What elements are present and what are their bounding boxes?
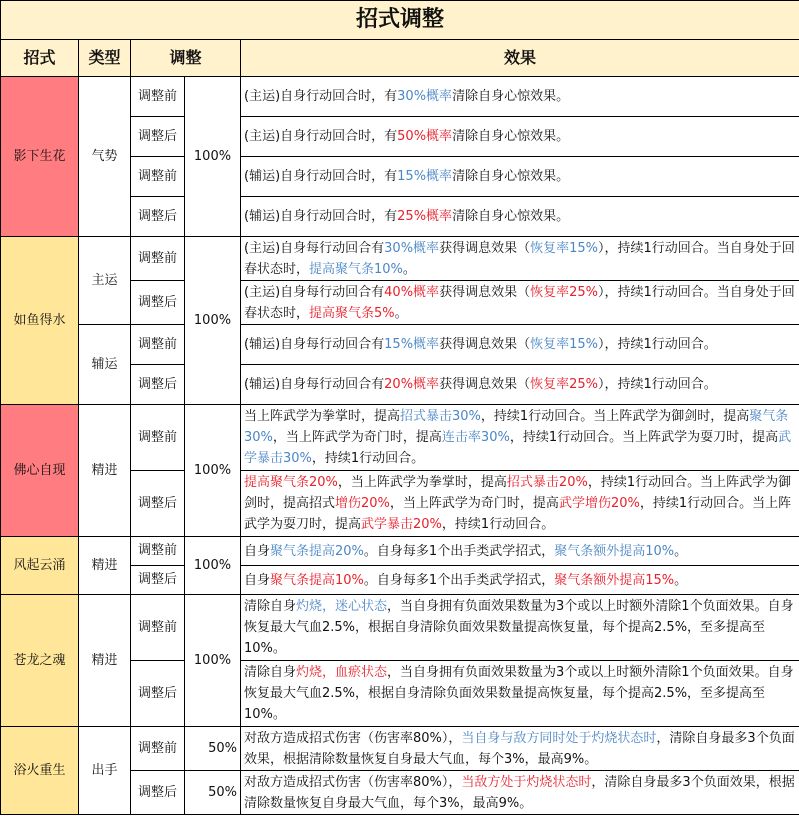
- header-adjust: 调整: [131, 40, 241, 77]
- percent: 100%: [185, 595, 241, 727]
- move-name: 如鱼得水: [1, 237, 79, 405]
- move-name: 苍龙之魂: [1, 595, 79, 727]
- effect-text: (主运)自身行动回合时，有30%概率清除自身心惊效果。: [241, 77, 799, 117]
- move-name: 影下生花: [1, 77, 79, 237]
- percent: 100%: [185, 237, 241, 405]
- label-before: 调整前: [131, 405, 185, 471]
- label-before: 调整前: [131, 595, 185, 661]
- move-type: 气势: [79, 77, 131, 237]
- effect-text: 自身聚气条提高10%。自身每多1个出手类武学招式，聚气条额外提高15%。: [241, 566, 799, 595]
- effect-text: (辅运)自身行动回合时，有15%概率清除自身心惊效果。: [241, 157, 799, 197]
- label-after: 调整后: [131, 771, 185, 815]
- table-row: [1, 595, 799, 661]
- move-type: 出手: [79, 727, 131, 815]
- label-before: 调整前: [131, 325, 185, 365]
- effect-text: (辅运)自身每行动回合有15%概率获得调息效果（恢复率15%），持续1行动回合。: [241, 325, 799, 365]
- move-name: 佛心自现: [1, 405, 79, 537]
- move-name: 浴火重生: [1, 727, 79, 815]
- header-effect: 效果: [241, 40, 799, 77]
- label-after: 调整后: [131, 661, 185, 727]
- move-type: 主运: [79, 237, 131, 325]
- effect-text: (辅运)自身每行动回合有20%概率获得调息效果（恢复率25%），持续1行动回合。: [241, 365, 799, 405]
- label-before: 调整前: [131, 537, 185, 566]
- effect-text: 清除自身灼烧，血瘀状态，当自身拥有负面效果数量为3个或以上时额外清除1个负面效果。自身恢复最大气血2.5%，根据自身清除负面效果数量提高恢复量，每个提高2.5%，至多提高至10%。: [241, 661, 799, 727]
- move-type: 精进: [79, 405, 131, 537]
- label-after: 调整后: [131, 365, 185, 405]
- effect-text: 当上阵武学为拳掌时，提高招式暴击30%，持续1行动回合。当上阵武学为御剑时，提高聚气条30%，当上阵武学为奇门时，提高连击率30%，持续1行动回合。当上阵武学为耍刀时，提高武学暴击30%，持续1行动回合。: [241, 405, 799, 471]
- label-after: 调整后: [131, 281, 185, 325]
- label-after: 调整后: [131, 197, 185, 237]
- effect-text: 提高聚气条20%，当上阵武学为拳掌时，提高招式暴击20%，持续1行动回合。当上阵武学为御剑时，提高招式增伤20%，当上阵武学为奇门时，提高武学增伤20%，持续1行动回合。当上阵武学为耍刀时，提高武学暴击20%，持续1行动回合。: [241, 471, 799, 537]
- percent: 50%: [185, 771, 241, 815]
- table-row: [1, 77, 799, 117]
- move-type: 精进: [79, 595, 131, 727]
- effect-text: (主运)自身每行动回合有40%概率获得调息效果（恢复率25%），持续1行动回合。当自身处于回春状态时，提高聚气条5%。: [241, 281, 799, 325]
- move-name: 风起云涌: [1, 537, 79, 595]
- table-row: [1, 537, 799, 566]
- effect-text: (主运)自身行动回合时，有50%概率清除自身心惊效果。: [241, 117, 799, 157]
- effect-text: 清除自身灼烧，迷心状态，当自身拥有负面效果数量为3个或以上时额外清除1个负面效果。自身恢复最大气血2.5%，根据自身清除负面效果数量提高恢复量，每个提高2.5%，至多提高至10%。: [241, 595, 799, 661]
- effect-text: 自身聚气条提高20%。自身每多1个出手类武学招式，聚气条额外提高10%。: [241, 537, 799, 566]
- label-before: 调整前: [131, 727, 185, 771]
- label-before: 调整前: [131, 77, 185, 117]
- table-row: [1, 237, 799, 281]
- header-type: 类型: [79, 40, 131, 77]
- label-before: 调整前: [131, 237, 185, 281]
- label-after: 调整后: [131, 117, 185, 157]
- percent: 100%: [185, 77, 241, 237]
- label-after: 调整后: [131, 471, 185, 537]
- label-after: 调整后: [131, 566, 185, 595]
- header-move: 招式: [1, 40, 79, 77]
- table-title: 招式调整: [1, 1, 799, 40]
- percent: 100%: [185, 405, 241, 537]
- move-type: 精进: [79, 537, 131, 595]
- percent: 50%: [185, 727, 241, 771]
- table-row: [1, 325, 799, 365]
- effect-text: 对敌方造成招式伤害（伤害率80%），当自身与敌方同时处于灼烧状态时，清除自身最多3个负面效果，根据清除数量恢复自身最大气血，每个3%，最高9%。: [241, 727, 799, 771]
- table-row: [1, 727, 799, 771]
- label-before: 调整前: [131, 157, 185, 197]
- effect-text: (主运)自身每行动回合有30%概率获得调息效果（恢复率15%），持续1行动回合。当自身处于回春状态时，提高聚气条10%。: [241, 237, 799, 281]
- move-type: 辅运: [79, 325, 131, 405]
- effect-text: 对敌方造成招式伤害（伤害率80%），当敌方处于灼烧状态时，清除自身最多3个负面效果，根据清除数量恢复自身最大气血，每个3%，最高9%。: [241, 771, 799, 815]
- percent: 100%: [185, 537, 241, 595]
- table-row: [1, 405, 799, 471]
- effect-text: (辅运)自身行动回合时，有25%概率清除自身心惊效果。: [241, 197, 799, 237]
